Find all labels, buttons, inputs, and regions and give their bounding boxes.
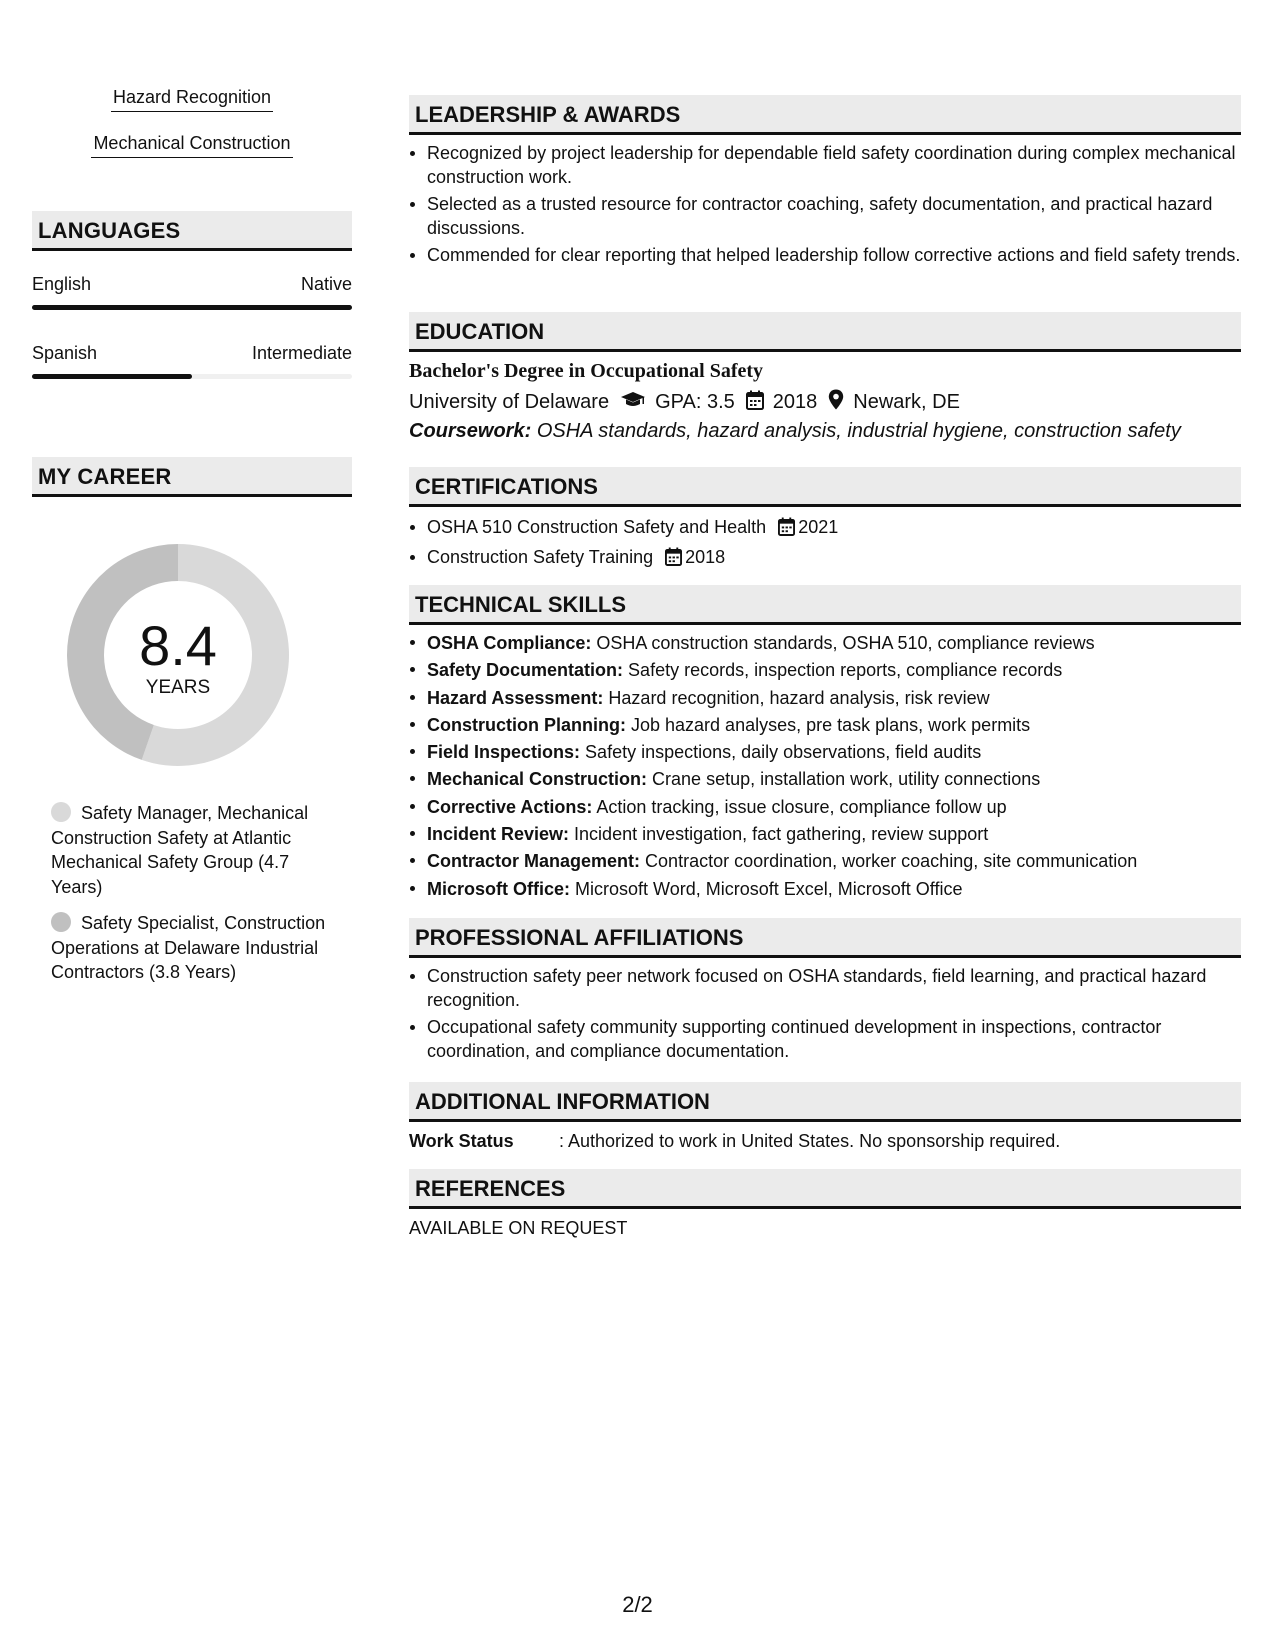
school-name: University of Delaware <box>409 391 610 413</box>
leadership-list <box>409 141 1241 267</box>
language-level: Intermediate <box>251 343 352 363</box>
skill-tag-list <box>32 86 352 178</box>
skill-label: Construction Planning: <box>427 714 626 735</box>
skill-item <box>409 685 1241 712</box>
graduation-year: 2018 <box>772 391 818 413</box>
skill-text: Job hazard analyses, pre task plans, work permits <box>631 714 1031 735</box>
skill-text: Incident investigation, fact gathering, review support <box>574 824 989 845</box>
certifications-list <box>409 515 1241 572</box>
graduation-cap-icon <box>620 391 646 415</box>
skill-label: Corrective Actions: <box>427 796 593 817</box>
affiliations-heading: PROFESSIONAL AFFILIATIONS <box>409 918 1241 958</box>
affiliations-list <box>409 964 1241 1063</box>
skill-item <box>409 630 1241 657</box>
school-location: Newark, DE <box>853 391 960 413</box>
skill-label: Mechanical Construction: <box>427 769 648 790</box>
education-heading: EDUCATION <box>409 312 1241 352</box>
references-heading: REFERENCES <box>409 1169 1241 1209</box>
skill-text: Safety records, inspection reports, compliance records <box>628 660 1063 681</box>
skill-text: Safety inspections, daily observations, field audits <box>585 742 982 763</box>
skill-text: Contractor coordination, worker coaching, site communication <box>645 851 1138 872</box>
certifications-heading: CERTIFICATIONS <box>409 467 1241 507</box>
list-item: Commended for clear reporting that helped leadership follow corrective actions and field safety trends. <box>409 243 1241 267</box>
skill-tag: Hazard Recognition <box>32 86 352 112</box>
coursework-label: Coursework: <box>409 420 532 442</box>
language-proficiency-bar <box>32 305 352 310</box>
work-status <box>409 1131 1060 1152</box>
calendar-icon <box>778 517 795 542</box>
skill-label: Contractor Management: <box>427 851 641 872</box>
skill-item <box>409 794 1241 821</box>
skill-item <box>409 766 1241 793</box>
certification-year: 2021 <box>798 517 839 537</box>
languages-heading: LANGUAGES <box>32 211 352 251</box>
language-name: Spanish <box>32 343 98 363</box>
skill-label: Hazard Assessment: <box>427 687 604 708</box>
degree-title: Bachelor's Degree in Occupational Safety <box>409 360 764 382</box>
work-status-value: : Authorized to work in United States. No sponsorship required. <box>559 1131 1061 1151</box>
certification-name: OSHA 510 Construction Safety and Health <box>427 517 767 537</box>
coursework <box>409 420 1181 443</box>
list-item: Construction safety peer network focused on OSHA standards, field learning, and practical hazard recognition. <box>409 964 1241 1012</box>
location-pin-icon <box>828 389 844 416</box>
skill-item <box>409 712 1241 739</box>
certification-item <box>409 515 1241 542</box>
leadership-heading: LEADERSHIP & AWARDS <box>409 95 1241 135</box>
skill-item <box>409 876 1241 903</box>
coursework-text: OSHA standards, hazard analysis, industrial hygiene, construction safety <box>536 420 1181 442</box>
skill-text: OSHA construction standards, OSHA 510, compliance reviews <box>596 633 1095 653</box>
career-job-text: Safety Manager, Mechanical Construction Safety at Atlantic Mechanical Safety Group (4.7 Years) <box>51 803 309 897</box>
language-proficiency-bar <box>32 374 352 379</box>
career-job-text: Safety Specialist, Construction Operations at Delaware Industrial Contractors (3.8 Years) <box>51 913 326 982</box>
page-number: 2/2 <box>622 1592 653 1617</box>
gpa: GPA: 3.5 <box>655 391 735 413</box>
skill-item <box>409 848 1241 875</box>
technical-skills-heading: TECHNICAL SKILLS <box>409 585 1241 625</box>
list-item: Selected as a trusted resource for contractor coaching, safety documentation, and practical hazard discussions. <box>409 192 1241 240</box>
language-level: Native <box>300 274 352 294</box>
skill-text: Hazard recognition, hazard analysis, risk review <box>608 687 990 708</box>
career-job-entry <box>51 801 331 899</box>
certification-year: 2018 <box>685 547 726 567</box>
calendar-icon <box>746 390 764 416</box>
additional-info-heading: ADDITIONAL INFORMATION <box>409 1082 1241 1122</box>
career-legend-dot <box>51 802 71 822</box>
skill-item <box>409 657 1241 684</box>
education-details <box>409 389 960 416</box>
career-total-value: 8.4 <box>139 614 217 677</box>
calendar-icon <box>665 547 682 572</box>
skill-item <box>409 821 1241 848</box>
certification-item <box>409 545 1241 572</box>
language-row <box>32 343 352 373</box>
language-row <box>32 274 352 304</box>
list-item: Occupational safety community supporting continued development in inspections, contractor coordination, and compliance documentation. <box>409 1015 1241 1063</box>
skill-label: Incident Review: <box>427 824 570 845</box>
career-legend-dot <box>51 912 71 932</box>
skill-label: Microsoft Office: <box>427 878 571 899</box>
career-job-entry <box>51 911 331 985</box>
skill-label: OSHA Compliance: <box>427 633 592 653</box>
skill-label: Safety Documentation: <box>427 660 624 681</box>
career-heading: MY CAREER <box>32 457 352 497</box>
certification-name: Construction Safety Training <box>427 547 654 567</box>
references-text: AVAILABLE ON REQUEST <box>409 1218 628 1238</box>
skill-label: Field Inspections: <box>427 742 581 763</box>
skill-item <box>409 739 1241 766</box>
list-item: Recognized by project leadership for dependable field safety coordination during complex mechanical construction work. <box>409 141 1241 189</box>
career-total-unit: YEARS <box>145 677 211 698</box>
skill-text: Action tracking, issue closure, compliance follow up <box>596 796 1007 817</box>
skill-text: Crane setup, installation work, utility connections <box>652 769 1041 790</box>
skill-tag: Mechanical Construction <box>32 132 352 158</box>
language-proficiency-fill <box>32 374 192 379</box>
work-status-label: Work Status <box>409 1131 514 1151</box>
language-proficiency-fill <box>32 305 352 310</box>
skill-text: Microsoft Word, Microsoft Excel, Microsoft Office <box>575 878 963 899</box>
language-name: English <box>32 274 92 294</box>
technical-skills-list <box>409 630 1241 903</box>
